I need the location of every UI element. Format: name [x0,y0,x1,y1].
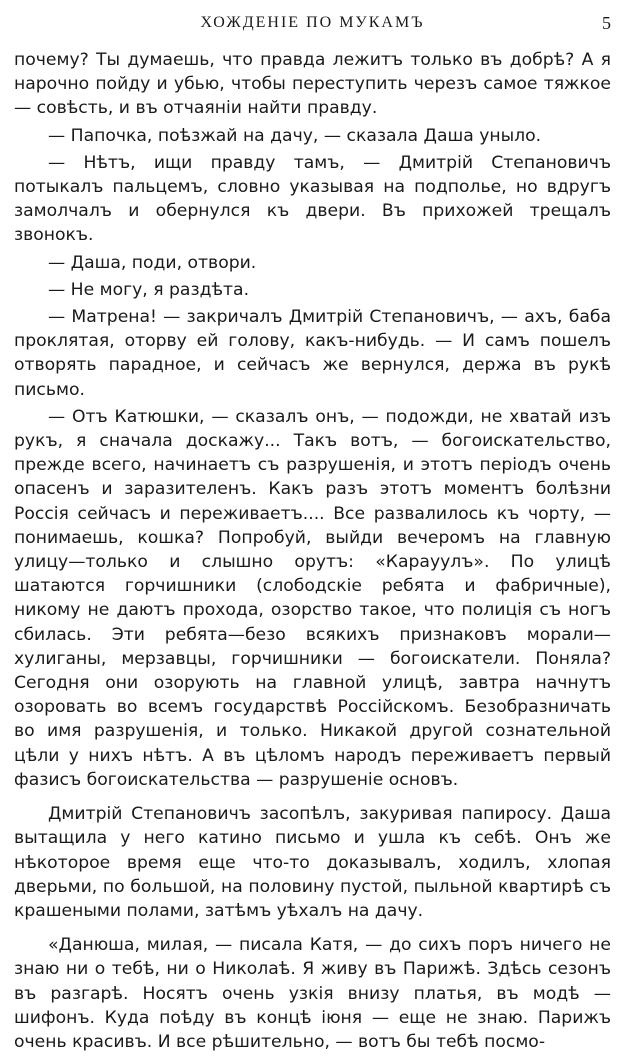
paragraph: — Не могу, я раздѣта. [48,279,250,300]
paragraph: — Отъ Катюшки, — сказалъ онъ, — подожди, не хватай изъ рукъ, я сначала доскажу... Такъ вотъ, — богоискательство, прежде всего, начинаетъ съ разрушенія, и этотъ періодъ очень опасенъ и заразителенъ. Какъ разъ этотъ моментъ болѣзни Россія сейчасъ и переживаетъ.... Все развалилось къ чорту, — понимаешь, кошка? Попробуй, выйди вечеромъ на главную улицу—только и слышно орутъ: «Карауулъ». По улицѣ шатаются горчишники (слободскіе ребята и фабричные), никому не даютъ прохода, озорство такое, что полиція съ ногъ сбилась. Эти ребята—безо всякихъ признаковъ морали—хулиганы, мерзавцы, горчишники — богоискатели. Поняла? Сегодня они озорують на главной улицѣ, завтра начнутъ озоровать во всемъ государствѣ Россійскомъ. Безобразничать во имя разрушенія, и только. Никакой другой сознательной цѣли у нихъ нѣтъ. А въ цѣломъ народъ переживаетъ первый фазисъ богоискательства — разрушеніе основъ. [14,406,611,790]
paragraph-continuation: почему? Ты думаешь, что правда лежитъ только въ добрѣ? А я нарочно пойду и убью, чтобы переступить черезъ самое тяжкое — совѣсть, и въ отчаяніи найти правду. [14,50,611,119]
page-number: 5 [602,13,611,33]
paragraph: — Матрена! — закричалъ Дмитрій Степановичъ, — ахъ, баба проклятая, оторву ей голову, какъ-нибудь. — И самъ пошелъ отворять парадное, и сейчасъ же вернулся, держа въ рукѣ письмо. [14,307,611,400]
paragraph: — Даша, поди, отвори. [48,252,257,273]
page-header [14,10,611,38]
paragraph: Дмитрій Степановичъ засопѣлъ, закуривая папиросу. Даша вытащила у него катино письмо и ушла къ себѣ. Онъ же нѣкоторое время еще что-то доказывалъ, ходилъ, хлопая дверьми, по большой, на половину пустой, пыльной квартирѣ съ крашеными полами, затѣмъ уѣхалъ на дачу. [14,804,611,921]
paragraph: — Папочка, поѣзжай на дачу, — сказала Даша уныло. [48,125,542,146]
body-text [14,48,611,1057]
paragraph: — Нѣтъ, ищи правду тамъ, — Дмитрій Степановичъ потыкалъ пальцемъ, словно указывая на подполье, но вдругъ замолчалъ и обернулся къ двери. Въ прихожей трещалъ звонокъ. [14,152,611,246]
paragraph-letter: «Данюша, милая, — писала Катя, — до сихъ поръ ничего не знаю ни о тебѣ, ни о Николаѣ. Я живу въ Парижѣ. Здѣсь сезонъ въ разгарѣ. Носятъ очень узкія внизу платья, въ модѣ — шифонъ. Куда поѣду въ концѣ іюня — еще не знаю. Парижъ очень красивъ. И все рѣшительно, — вотъ бы тебѣ посмо- [14,935,611,1052]
running-title: ХОЖДЕНІЕ ПО МУКАМЪ [200,14,425,31]
